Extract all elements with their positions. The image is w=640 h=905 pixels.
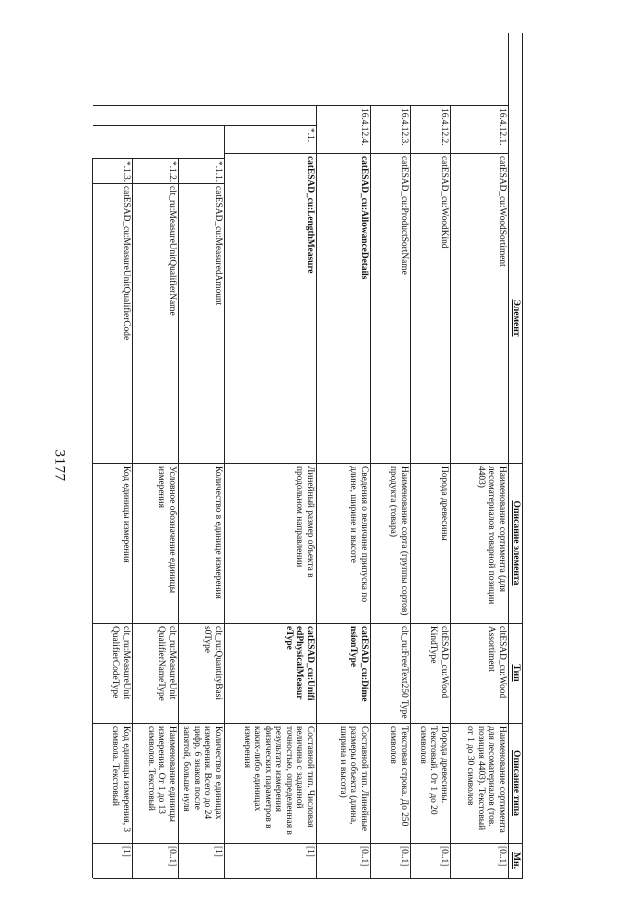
rule-vertical <box>93 125 317 126</box>
rule-vertical <box>93 183 133 184</box>
rule-vertical <box>93 158 225 159</box>
type-name: clt_ru:FreeText250 Type <box>399 626 409 719</box>
type-name: catESAD_cu:Unifi edPhysicalMeasur eType <box>283 626 315 701</box>
rule-vertical <box>93 878 523 879</box>
rule-horizontal <box>92 158 93 878</box>
rule-vertical <box>179 183 225 184</box>
type-description: Составной тип. Линейные размеры объекта (длина, ширина и высота) <box>337 726 369 832</box>
type-description: Составной тип. Числовая величина с заданной точностью, определенная в результате измерения физических параметров в каких-либо единицах измерения <box>241 726 315 835</box>
rule-horizontal <box>370 105 371 878</box>
multiplicity: [0..1] <box>399 846 409 867</box>
type-description: Количество в единицах измерения. Всего до 24 цифр, 6 знаков после запятой, больше нуля <box>181 726 223 820</box>
multiplicity: [1] <box>121 846 131 857</box>
type-description: Порода древесины. Текстовый. От 1 до 20 символов <box>417 726 449 815</box>
multiplicity: [1] <box>213 846 223 857</box>
element-name: clt_ru:MeasureUnitQualifierName <box>167 186 177 316</box>
header-element-desc: Описание элемента <box>511 500 522 586</box>
row-number: *.1.3. <box>121 161 131 183</box>
rule-vertical <box>93 623 523 624</box>
multiplicity: [0..1] <box>439 846 449 867</box>
spec-table <box>93 33 523 878</box>
rule-vertical <box>93 843 523 844</box>
rule-horizontal <box>132 158 133 878</box>
element-name: catESAD_cu:ProductSortName <box>399 156 409 275</box>
row-number: 16.4.12.1. <box>497 108 507 146</box>
element-name: catESAD_cu:MeasuredAmount <box>213 186 223 306</box>
type-description: Код единицы измерения, 3 символа. Текстовый <box>110 726 131 833</box>
rule-vertical <box>371 153 411 154</box>
element-description: Условное обозначение единицы измерения <box>156 466 177 594</box>
multiplicity: [1] <box>305 846 315 857</box>
type-description: Наименование единицы измерения. От 1 до 13 символов. Текстовый <box>145 726 177 822</box>
type-description: Наименование сортимента для лесоматериалов (тов. позиция 4403). Текстовый от 1 до 30 символов <box>465 726 507 833</box>
header-type-desc: Описание типа <box>511 750 522 816</box>
rule-vertical <box>451 153 509 154</box>
element-description: Линейный размер объекта в продольном направлении <box>294 466 315 578</box>
header-type: Тип <box>511 664 522 682</box>
type-name: clt_ru:QuantityBasi s0Type <box>202 626 223 700</box>
type-description: Текстовая строка. До 250 символов <box>388 726 409 827</box>
type-name: cltESAD_cu:Wood KindType <box>428 626 449 699</box>
rule-vertical <box>225 153 317 154</box>
rule-vertical <box>133 183 179 184</box>
element-description: Порода древесины <box>439 466 449 541</box>
rule-vertical <box>411 153 451 154</box>
rule-horizontal <box>522 33 523 878</box>
row-number: 16.4.12.2. <box>439 108 449 146</box>
row-number: 16.4.12.3. <box>399 108 409 146</box>
rule-vertical <box>317 153 371 154</box>
rule-horizontal <box>224 125 225 878</box>
rule-horizontal <box>410 105 411 878</box>
row-number: *.1. <box>305 128 315 143</box>
element-name: catESAD_cu:AllowanceDetails <box>359 156 369 280</box>
type-name: cltESAD_cu:Wood Assortiment <box>486 626 507 699</box>
rule-horizontal <box>450 105 451 878</box>
rule-horizontal <box>508 33 509 878</box>
multiplicity: [0..1] <box>167 846 177 867</box>
element-name: catESAD_cu:WoodSortiment <box>497 156 507 267</box>
rule-vertical <box>93 723 523 724</box>
rule-vertical <box>93 105 509 106</box>
type-name: clt_ru:MeasureUnit QualifierNameType <box>156 626 177 701</box>
element-description: Код единицы измерения <box>121 466 131 563</box>
rule-horizontal <box>178 158 179 878</box>
header-mult: Мн. <box>511 852 522 869</box>
row-number: 16.4.12.4. <box>359 108 369 146</box>
element-description: Сведения о величине припуска по длине, ширине и высоте <box>348 466 369 603</box>
element-description: Количество в единице измерения <box>213 466 223 599</box>
element-description: Наименование сортимента (для лесоматериалов товарной позиции 4403) <box>475 466 507 605</box>
element-name: catESAD_cu:MeasureUnitQualifierCode <box>121 186 131 341</box>
header-element: Элемент <box>511 299 522 337</box>
rule-horizontal <box>316 105 317 878</box>
rule-vertical <box>93 463 523 464</box>
rotated-page <box>93 33 523 878</box>
element-name: catESAD_cu:LengthMeasure <box>305 156 315 274</box>
multiplicity: [0..1] <box>359 846 369 867</box>
element-description: Наименование сорта (группы сортов) продукта (товара) <box>388 466 409 616</box>
type-name: catESAD_cu:Dime nsionType <box>348 626 369 702</box>
row-number: *.1.2. <box>167 161 177 183</box>
type-name: clt_ru:MeasureUnit QualifierCodeType <box>110 626 131 700</box>
row-number: *.1.1. <box>213 161 223 183</box>
page-number: 3177 <box>51 449 68 482</box>
element-name: catESAD_cu:WoodKind <box>439 156 449 249</box>
multiplicity: [0..1] <box>497 846 507 867</box>
